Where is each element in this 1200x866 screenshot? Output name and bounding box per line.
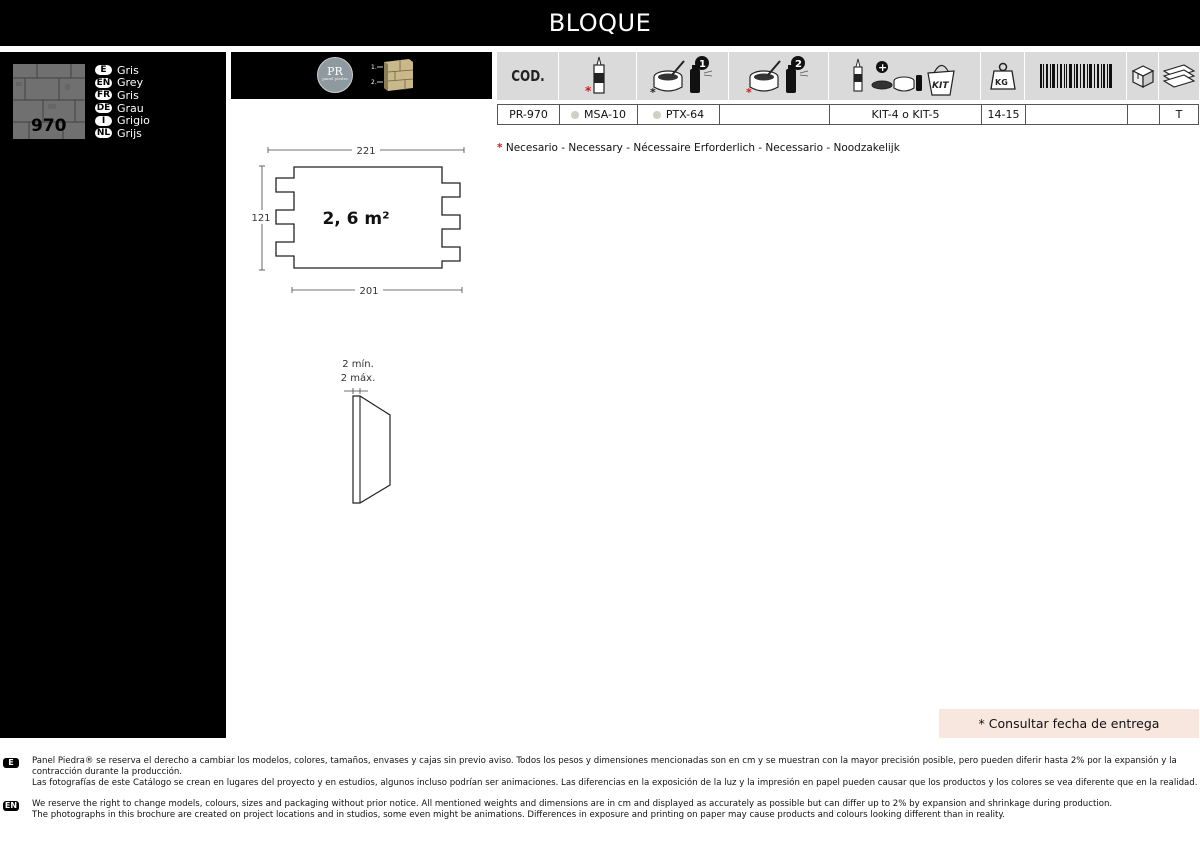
dot-icon bbox=[653, 111, 661, 119]
svg-text:+: + bbox=[877, 61, 887, 74]
sealer-2-icon bbox=[746, 55, 812, 97]
footer-en-line-1: We reserve the right to change models, colours, sizes and packaging without prior notice. All mentioned weights and dimensions are in cm and displayed as accurately as possible but can differ up to 2% by expansion and shrinkage during production. bbox=[32, 799, 1113, 809]
necessary-text: Necesario - Necessary - Nécessaire Erforderlich - Necessario - Noodzakelijk bbox=[505, 142, 900, 154]
step-1-label: 1. bbox=[371, 64, 377, 71]
svg-text:*: * bbox=[649, 86, 656, 97]
bottom-width-label: 201 bbox=[359, 286, 379, 297]
box-icon bbox=[1130, 63, 1156, 89]
language-list bbox=[95, 64, 150, 140]
lang-name: Grey bbox=[117, 76, 144, 90]
footer-en-line-2: The photographs in this brochure are created on project locations and in studios, some even might be animations. Differences in exposure and printing on paper may cause products and colours looking different than in reality. bbox=[32, 810, 1005, 820]
lang-code: E bbox=[95, 65, 112, 75]
header-panels bbox=[1159, 52, 1199, 100]
thickness-min-label: 2 mín. bbox=[342, 359, 374, 370]
sidebar bbox=[0, 52, 226, 738]
logo-subtext: panel piedra bbox=[322, 76, 348, 81]
adhesive-value: MSA-10 bbox=[584, 108, 626, 121]
footer-es bbox=[0, 756, 1200, 796]
panel-profile bbox=[353, 396, 390, 503]
panels-icon bbox=[1162, 63, 1196, 89]
sealer-1-icon bbox=[650, 55, 716, 97]
lang-row bbox=[95, 127, 150, 140]
lang-code: FR bbox=[96, 90, 111, 101]
cell-box bbox=[1128, 105, 1160, 124]
kg-text: KG bbox=[994, 78, 1008, 87]
delivery-note: * Consultar fecha de entrega bbox=[939, 709, 1199, 738]
cell-weight: 14-15 bbox=[982, 105, 1026, 124]
area-label: 2, 6 m² bbox=[322, 209, 390, 229]
kit-icon bbox=[850, 55, 960, 97]
lang-code: NL bbox=[96, 128, 111, 139]
height-label: 121 bbox=[251, 213, 271, 224]
lang-code: DE bbox=[96, 103, 111, 114]
lang-flag-es: E bbox=[3, 758, 19, 768]
technical-drawing bbox=[240, 130, 500, 510]
thickness-max-label: 2 máx. bbox=[340, 373, 376, 384]
header-barcode bbox=[1025, 52, 1127, 100]
cell-barcode bbox=[1026, 105, 1128, 124]
lang-name: Gris bbox=[117, 63, 139, 77]
footer-es-line-2: Las fotografías de este Catálogo se crean en lugares del proyecto y en estudios, algunos incluso podrían ser animaciones. Las diferencias en la exposición de la luz y la impresión en papel pueden causar que los productos y los colores se vea diferente que en la realidad. bbox=[32, 778, 1198, 788]
svg-text:1: 1 bbox=[698, 59, 706, 70]
brand-logo bbox=[317, 57, 353, 93]
cell-adhesive bbox=[560, 105, 638, 124]
product-row bbox=[497, 104, 1199, 125]
header-sealer-1 bbox=[637, 52, 729, 100]
lang-row bbox=[95, 114, 150, 127]
lang-name: Grijs bbox=[117, 126, 142, 140]
header-kit bbox=[829, 52, 981, 100]
lang-row bbox=[95, 64, 150, 77]
header-cod bbox=[497, 52, 559, 100]
cell-sealer-2 bbox=[720, 105, 830, 124]
kit-text: KIT bbox=[931, 81, 948, 91]
swatch-code: 970 bbox=[31, 116, 67, 136]
step-2-label: 2. bbox=[371, 79, 377, 86]
cell-type: T bbox=[1175, 108, 1183, 121]
footer-es-line-1: Panel Piedra® se reserva el derecho a cambiar los modelos, colores, tamaños, envases y cajas sin previo aviso. Todos los pesos y dimensiones mencionadas son en cm y se muestran con la mayor precisión posible, pero pueden diferir hasta 2% por la expansión y la contracción durante la producción. bbox=[32, 756, 1177, 777]
svg-text:*: * bbox=[584, 84, 591, 97]
svg-text:2: 2 bbox=[794, 59, 802, 70]
lang-code: EN bbox=[96, 77, 111, 88]
necessary-note bbox=[497, 142, 900, 154]
asterisk-icon: * bbox=[497, 142, 503, 154]
header-weight bbox=[981, 52, 1025, 100]
lang-flag-en: EN bbox=[4, 801, 18, 810]
adhesive-tube-icon bbox=[578, 55, 618, 97]
footer-en-text bbox=[32, 799, 1198, 821]
lang-code: I bbox=[95, 116, 112, 126]
cod-label: COD. bbox=[510, 67, 545, 85]
logo-text: PR bbox=[327, 65, 343, 78]
dot-icon bbox=[571, 111, 579, 119]
lang-name: Gris bbox=[117, 88, 139, 102]
sealer-value: PTX-64 bbox=[665, 108, 705, 121]
weight-kg-icon bbox=[989, 61, 1017, 91]
lang-name: Grigio bbox=[117, 114, 150, 128]
top-width-label: 221 bbox=[356, 146, 376, 157]
header-sealer-2 bbox=[729, 52, 829, 100]
installation-logo bbox=[231, 52, 492, 99]
lang-row bbox=[95, 89, 150, 102]
lang-row bbox=[95, 102, 150, 115]
panel-install-icon bbox=[371, 58, 414, 91]
header-adhesive bbox=[559, 52, 637, 100]
cell-kit: KIT-4 o KIT-5 bbox=[830, 105, 982, 124]
lang-name: Grau bbox=[117, 101, 144, 115]
barcode-icon bbox=[1040, 64, 1112, 88]
svg-text:*: * bbox=[745, 86, 752, 97]
product-table-header bbox=[497, 52, 1199, 100]
cell-sealer bbox=[638, 105, 720, 124]
header-box bbox=[1127, 52, 1159, 100]
page-title: BLOQUE bbox=[0, 0, 1200, 46]
lang-row bbox=[95, 77, 150, 90]
color-swatch bbox=[13, 64, 85, 139]
footer-en bbox=[0, 799, 1200, 825]
footer-es-text bbox=[32, 756, 1198, 789]
cell-code: PR-970 bbox=[498, 105, 560, 124]
